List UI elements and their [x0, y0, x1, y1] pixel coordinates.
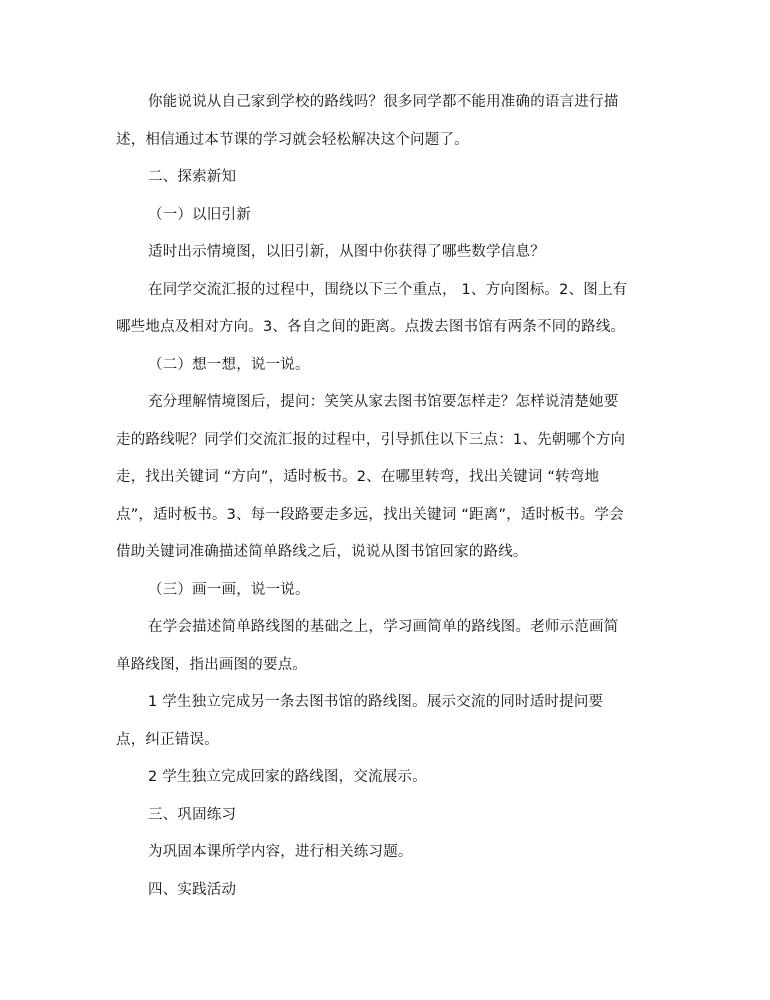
paragraph-line: 点”，适时板书。3、每一段路要走多远，找出关键词 “距离”，适时板书。学会 — [116, 507, 624, 523]
section-heading: 三、巩固练习 — [148, 807, 237, 823]
paragraph-line: 你能说说从自己家到学校的路线吗？很多同学都不能用准确的语言进行描 — [148, 94, 619, 110]
paragraph-line: 走的路线呢？同学们交流汇报的过程中，引导抓住以下三点：1、先朝哪个方向 — [116, 432, 626, 448]
paragraph-line: 充分理解情境图后，提问：笑笑从家去图书馆要怎样走？怎样说清楚她要 — [148, 394, 619, 410]
paragraph-line: 借助关键词准确描述简单路线之后，说说从图书馆回家的路线。 — [116, 544, 528, 560]
paragraph-line: 2 学生独立完成回家的路线图，交流展示。 — [148, 769, 427, 785]
section-heading: 二、探索新知 — [148, 169, 237, 185]
paragraph-line: 1 学生独立完成另一条去图书馆的路线图。展示交流的同时适时提问要 — [148, 694, 604, 710]
paragraph-line: 点，纠正错误。 — [116, 732, 219, 748]
paragraph-line: 适时出示情境图，以旧引新，从图中你获得了哪些数学信息？ — [148, 244, 545, 260]
paragraph-line: 哪些地点及相对方向。3、各自之间的距离。点拨去图书馆有两条不同的路线。 — [116, 319, 626, 335]
paragraph-line: 走，找出关键词 “方向”，适时板书。2、在哪里转弯，找出关键词 “转弯地 — [116, 469, 600, 485]
paragraph-line: 为巩固本课所学内容，进行相关练习题。 — [148, 844, 413, 860]
subsection-heading: （二）想一想，说一说。 — [148, 357, 310, 373]
subsection-heading: （一）以旧引新 — [148, 207, 251, 223]
paragraph-line: 在学会描述简单路线图的基础之上，学习画简单的路线图。老师示范画简 — [148, 619, 619, 635]
paragraph-line: 在同学交流汇报的过程中，围绕以下三个重点， 1、方向图标。2、图上有 — [148, 282, 628, 298]
subsection-heading: （三）画一画，说一说。 — [148, 582, 310, 598]
paragraph-line: 述，相信通过本节课的学习就会轻松解决这个问题了。 — [116, 132, 469, 148]
section-heading: 四、实践活动 — [148, 882, 237, 898]
paragraph-line: 单路线图，指出画图的要点。 — [116, 657, 308, 673]
